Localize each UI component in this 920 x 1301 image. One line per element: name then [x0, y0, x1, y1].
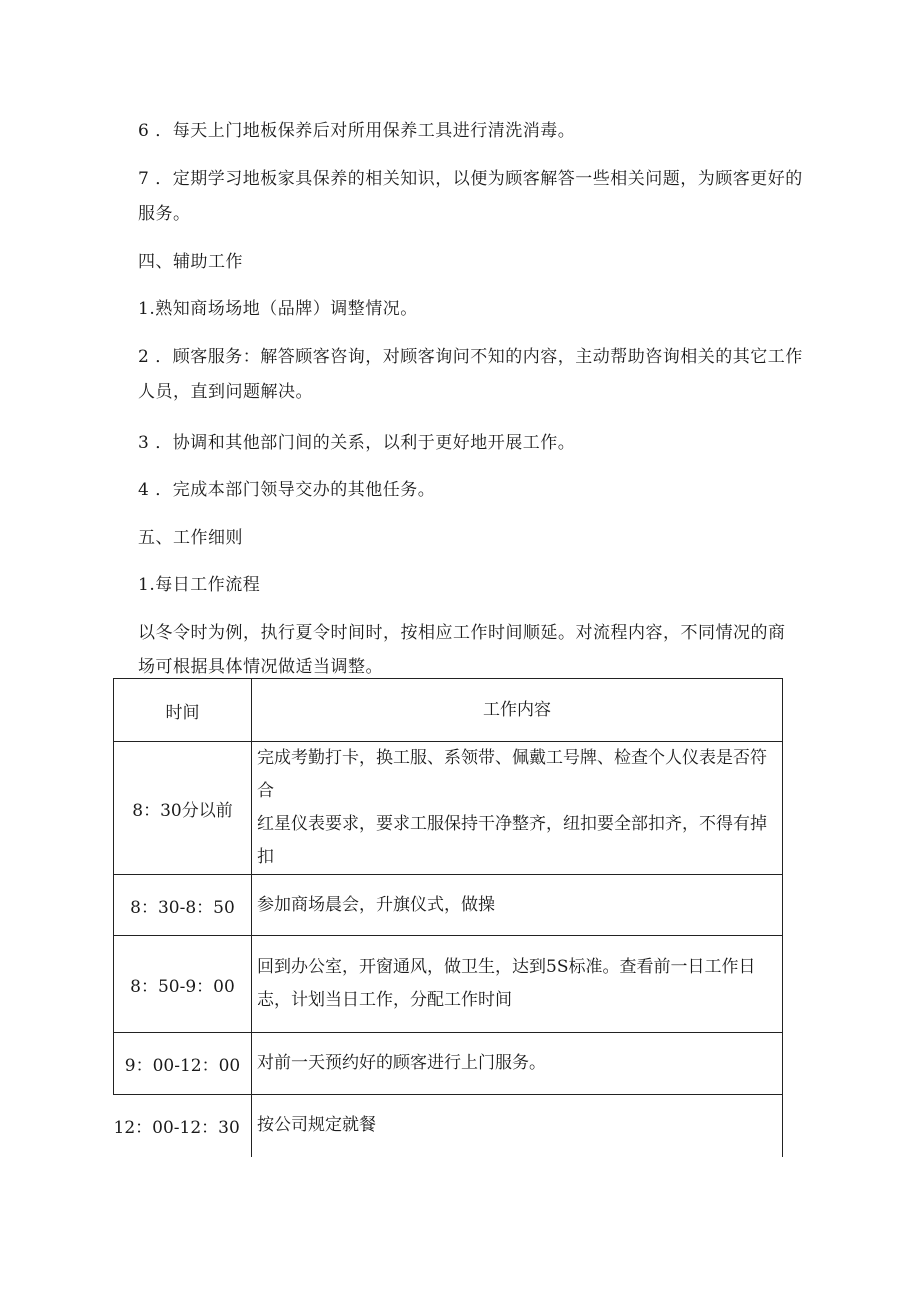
content-line: 参加商场晨会，升旗仪式，做操: [257, 894, 495, 915]
content-line: 对前一天预约好的顾客进行上门服务。: [257, 1053, 546, 1073]
time-cell: 8：30-8：50: [114, 875, 252, 936]
table-row: [114, 742, 783, 875]
paragraph-item-7-cont: 服务。: [138, 204, 191, 224]
paragraph-flow-intro: 以冬令时为例，执行夏令时间时，按相应工作时间顺延。对流程内容，不同情况的商: [138, 623, 786, 643]
content-cell: [252, 875, 783, 936]
paragraph-aux-2-cont: 人员，直到问题解决。: [138, 382, 313, 402]
time-cell: 9：00-12：00: [114, 1033, 252, 1095]
table-row: [114, 1095, 783, 1157]
content-cell: [252, 1095, 783, 1157]
content-line: 红星仪表要求，要求工服保持干净整齐，纽扣要全部扣齐，不得有掉扣: [257, 814, 767, 867]
content-cell: [252, 936, 783, 1033]
paragraph-aux-3: 3 ．协调和其他部门间的关系，以利于更好地开展工作。: [138, 433, 576, 453]
content-line: 志，计划当日工作，分配工作时间: [257, 990, 512, 1010]
header-time: 时间: [114, 679, 252, 742]
content-line: 回到办公室，开窗通风，做卫生，达到5S标准。查看前一日工作日: [257, 957, 756, 977]
table-row: [114, 1033, 783, 1095]
work-schedule-table: [113, 678, 783, 1157]
content-line: 完成考勤打卡，换工服、系领带、佩戴工号牌、检查个人仪表是否符合: [257, 748, 767, 801]
paragraph-item-6: 6 ．每天上门地板保养后对所用保养工具进行清洗消毒。: [138, 121, 576, 141]
paragraph-item-7: 7 ．定期学习地板家具保养的相关知识，以便为顾客解答一些相关问题，为顾客更好的: [138, 169, 803, 189]
table-header-row: [114, 679, 783, 742]
paragraph-aux-1: 1.熟知商场场地（品牌）调整情况。: [138, 299, 418, 319]
header-content: 工作内容: [252, 679, 783, 742]
time-cell: 12：00-12：30: [114, 1095, 252, 1157]
table-row: [114, 875, 783, 936]
paragraph-flow-intro-cont: 场可根据具体情况做适当调整。: [138, 657, 383, 677]
content-cell: [252, 1033, 783, 1095]
paragraph-aux-4: 4 ．完成本部门领导交办的其他任务。: [138, 480, 436, 500]
time-cell: 8：50-9：00: [114, 936, 252, 1033]
time-cell: 8：30分以前: [114, 742, 252, 875]
paragraph-aux-2: 2 ．顾客服务：解答顾客咨询，对顾客询问不知的内容，主动帮助咨询相关的其它工作: [138, 347, 803, 367]
table-row: [114, 936, 783, 1033]
content-cell: [252, 742, 783, 875]
section-heading-5: 五、工作细则: [138, 528, 243, 548]
subheading-daily-flow: 1.每日工作流程: [138, 575, 261, 595]
content-line: 按公司规定就餐: [257, 1115, 376, 1136]
section-heading-4: 四、辅助工作: [138, 252, 243, 272]
